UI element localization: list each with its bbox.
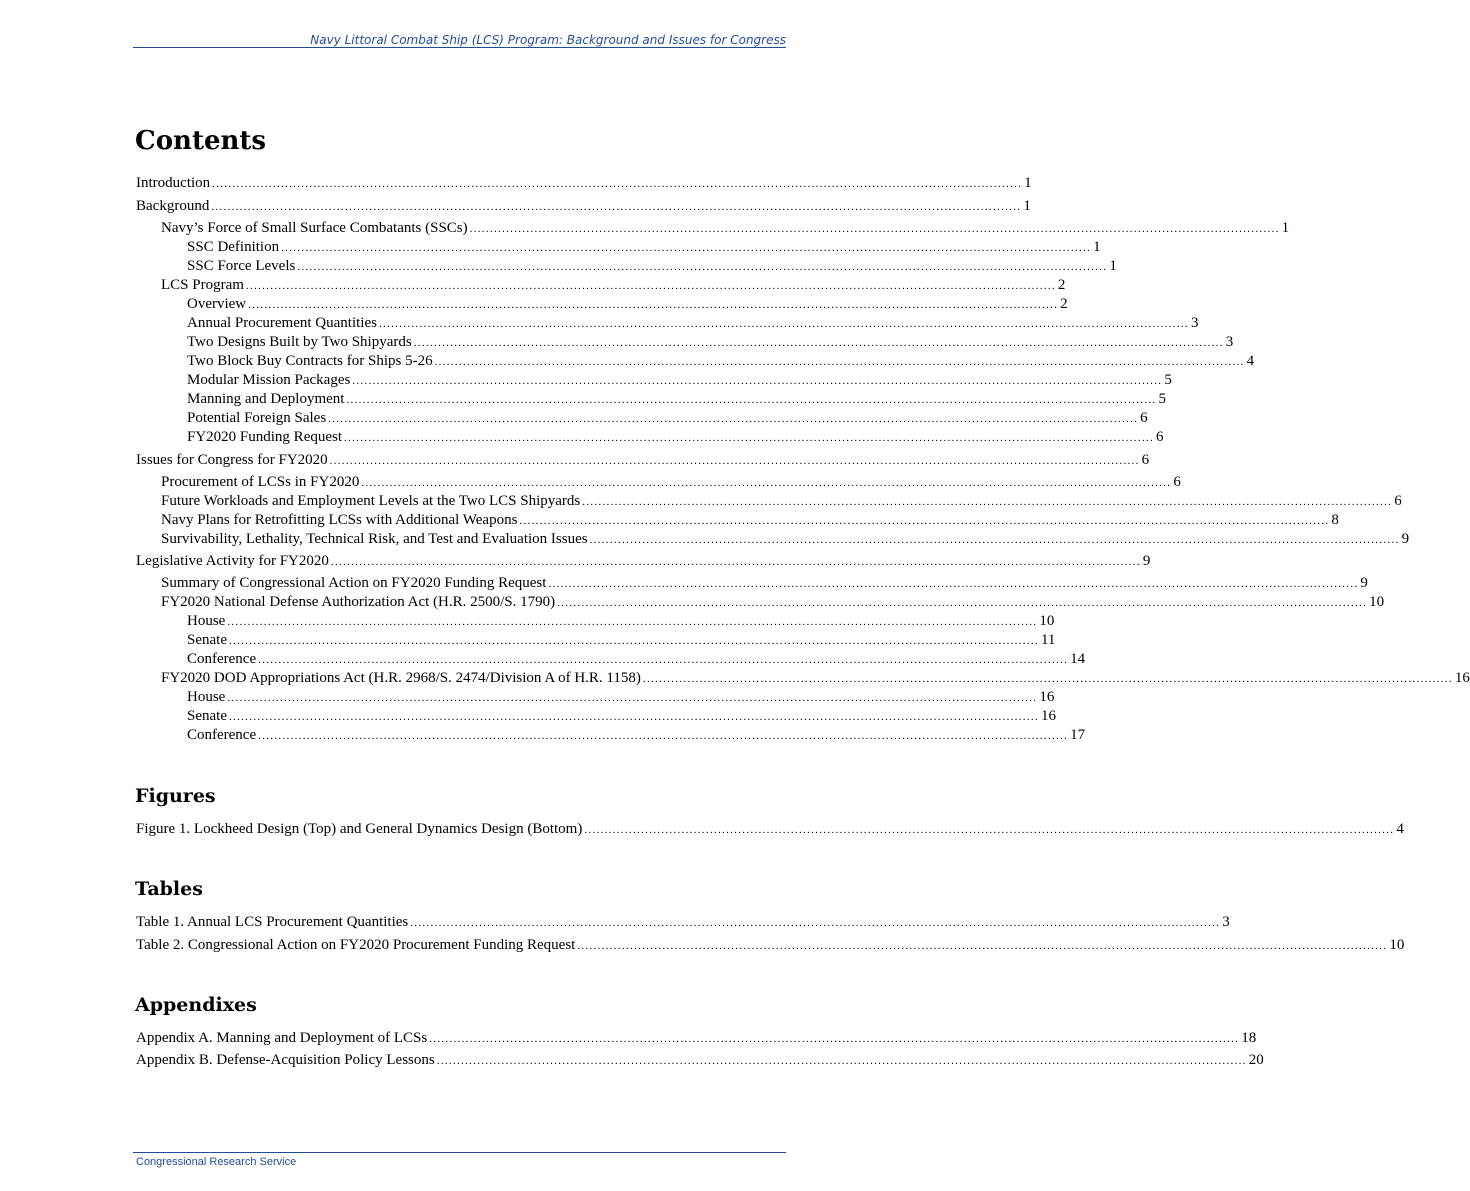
table-entry[interactable] (136, 936, 1405, 955)
toc-entry-page: 16 (1040, 708, 1056, 724)
dot-leader: ........................................................................................................................................................................................................ (519, 515, 1330, 527)
dot-leader: ........................................................................................................................................................................................................ (577, 940, 1388, 952)
toc-entry-label: Two Designs Built by Two Shipyards (187, 334, 412, 350)
toc-entry-page: 6 (1141, 452, 1150, 468)
dot-leader: ........................................................................................................................................................................................................ (469, 223, 1280, 235)
toc-entry-label: Two Block Buy Contracts for Ships 5-26 (187, 353, 433, 369)
toc-entry-page: 2 (1060, 296, 1068, 312)
table-entry-label: Table 2. Congressional Action on FY2020 Procurement Funding Request (136, 937, 576, 953)
toc-entry[interactable] (161, 473, 1181, 492)
dot-leader: ........................................................................................................................................................................................................ (227, 692, 1038, 704)
toc-entry[interactable] (187, 688, 1055, 707)
appendix-entry-label: Appendix A. Manning and Deployment of LCSs (136, 1030, 428, 1046)
figures-heading: Figures (135, 785, 216, 807)
toc-entry-label: Potential Foreign Sales (187, 410, 327, 426)
toc-entry-label: Conference (187, 651, 257, 667)
toc-entry-page: 4 (1246, 353, 1255, 369)
toc-entry-page: 17 (1070, 727, 1086, 743)
toc-entry-page: 8 (1331, 512, 1339, 528)
toc-entry[interactable] (187, 726, 1086, 745)
dot-leader: ........................................................................................................................................................................................................ (361, 477, 1172, 489)
toc-entry[interactable] (187, 409, 1148, 428)
header-rule (133, 47, 786, 48)
dot-leader: ........................................................................................................................................................................................................ (227, 616, 1038, 628)
toc-entry[interactable] (136, 174, 1032, 193)
dot-leader: ........................................................................................................................................................................................................ (228, 711, 1039, 723)
running-header: Navy Littoral Combat Ship (LCS) Program: Background and Issues for Congress (310, 33, 786, 47)
toc-entry-label: SSC Definition (187, 239, 280, 255)
toc-entry-label: Navy Plans for Retrofitting LCSs with Additional Weapons (161, 512, 518, 528)
dot-leader: ........................................................................................................................................................................................................ (429, 1033, 1240, 1045)
toc-entry-label: Summary of Congressional Action on FY2020 Funding Request (161, 575, 547, 591)
appendix-entry[interactable] (136, 1051, 1264, 1070)
toc-entry-page: 11 (1040, 632, 1056, 648)
toc-entry[interactable] (136, 451, 1150, 470)
dot-leader: ........................................................................................................................................................................................................ (211, 201, 1022, 213)
appendix-entry-page: 20 (1248, 1052, 1264, 1068)
dot-leader: ........................................................................................................................................................................................................ (248, 299, 1059, 311)
toc-entry-label: Survivability, Lethality, Technical Risk, and Test and Evaluation Issues (161, 531, 588, 547)
toc-entry[interactable] (187, 707, 1056, 726)
toc-entry-label: LCS Program (161, 277, 244, 293)
dot-leader: ........................................................................................................................................................................................................ (413, 337, 1224, 349)
toc-entry-page: 3 (1225, 334, 1234, 350)
toc-entry[interactable] (187, 631, 1056, 650)
toc-entry-page: 6 (1394, 493, 1402, 509)
toc-entry-page: 1 (1024, 175, 1032, 191)
toc-entry-page: 10 (1039, 613, 1055, 629)
toc-entry-page: 14 (1070, 651, 1086, 667)
toc-entry-page: 1 (1093, 239, 1101, 255)
dot-leader: ........................................................................................................................................................................................................ (584, 824, 1395, 836)
toc-entry-page: 5 (1158, 391, 1166, 407)
dot-leader: ........................................................................................................................................................................................................ (582, 496, 1393, 508)
appendix-entry-page: 18 (1241, 1030, 1257, 1046)
toc-entry[interactable] (187, 650, 1086, 669)
contents-heading: Contents (135, 126, 267, 156)
toc-entry[interactable] (161, 511, 1339, 530)
figure-entry-page: 4 (1396, 821, 1404, 837)
figure-entry[interactable] (136, 820, 1404, 839)
toc-entry[interactable] (136, 552, 1151, 571)
toc-entry[interactable] (187, 333, 1234, 352)
toc-entry-page: 1 (1109, 258, 1117, 274)
toc-entry-label: Navy’s Force of Small Surface Combatants (SSCs) (161, 220, 468, 236)
toc-entry-label: Legislative Activity for FY2020 (136, 553, 329, 569)
toc-entry-page: 6 (1140, 410, 1148, 426)
table-entry-page: 10 (1389, 937, 1405, 953)
toc-entry-label: Procurement of LCSs in FY2020 (161, 474, 360, 490)
dot-leader: ........................................................................................................................................................................................................ (228, 635, 1039, 647)
toc-entry-label: Introduction (136, 175, 211, 191)
toc-entry-page: 9 (1360, 575, 1368, 591)
toc-entry[interactable] (136, 197, 1031, 216)
dot-leader: ........................................................................................................................................................................................................ (434, 356, 1245, 368)
toc-entry[interactable] (187, 238, 1101, 257)
toc-entry-label: Senate (187, 632, 227, 648)
toc-entry[interactable] (187, 612, 1055, 631)
dot-leader: ........................................................................................................................................................................................................ (436, 1055, 1247, 1067)
toc-entry-page: 6 (1156, 429, 1164, 445)
toc-entry[interactable] (161, 219, 1290, 238)
toc-entry-label: House (187, 689, 226, 705)
toc-entry-label: Manning and Deployment (187, 391, 345, 407)
toc-entry[interactable] (187, 295, 1068, 314)
dot-leader: ........................................................................................................................................................................................................ (212, 178, 1023, 190)
appendixes-heading: Appendixes (135, 994, 257, 1016)
toc-entry-page: 6 (1173, 474, 1181, 490)
toc-entry-label: Issues for Congress for FY2020 (136, 452, 328, 468)
toc-entry-page: 16 (1039, 689, 1055, 705)
dot-leader: ........................................................................................................................................................................................................ (642, 673, 1453, 685)
toc-entry[interactable] (161, 492, 1402, 511)
dot-leader: ........................................................................................................................................................................................................ (245, 280, 1056, 292)
dot-leader: ........................................................................................................................................................................................................ (346, 394, 1157, 406)
appendix-entry[interactable] (136, 1029, 1257, 1048)
toc-entry-page: 5 (1164, 372, 1172, 388)
dot-leader: ........................................................................................................................................................................................................ (378, 318, 1189, 330)
dot-leader: ........................................................................................................................................................................................................ (548, 578, 1359, 590)
toc-entry-label: Annual Procurement Quantities (187, 315, 377, 331)
toc-entry-label: Overview (187, 296, 247, 312)
dot-leader: ........................................................................................................................................................................................................ (329, 455, 1140, 467)
toc-entry[interactable] (187, 314, 1199, 333)
dot-leader: ........................................................................................................................................................................................................ (281, 242, 1092, 254)
toc-entry-label: SSC Force Levels (187, 258, 296, 274)
toc-entry-label: Senate (187, 708, 227, 724)
toc-entry-page: 2 (1057, 277, 1066, 293)
toc-entry-label: FY2020 Funding Request (187, 429, 343, 445)
toc-entry-label: Modular Mission Packages (187, 372, 351, 388)
toc-entry-page: 1 (1023, 198, 1031, 214)
toc-entry[interactable] (161, 669, 1470, 688)
toc-entry-page: 10 (1369, 594, 1385, 610)
toc-entry-page: 16 (1454, 670, 1470, 686)
toc-entry-label: Future Workloads and Employment Levels at the Two LCS Shipyards (161, 493, 581, 509)
appendix-entry-label: Appendix B. Defense-Acquisition Policy Lessons (136, 1052, 435, 1068)
toc-entry[interactable] (161, 593, 1385, 612)
toc-entry[interactable] (187, 257, 1117, 276)
dot-leader: ........................................................................................................................................................................................................ (258, 730, 1069, 742)
toc-entry[interactable] (187, 371, 1172, 390)
dot-leader: ........................................................................................................................................................................................................ (297, 261, 1108, 273)
footer-rule (133, 1152, 786, 1153)
toc-entry[interactable] (161, 530, 1410, 549)
toc-entry[interactable] (161, 276, 1066, 295)
table-entry-page: 3 (1222, 914, 1230, 930)
toc-entry-page: 9 (1401, 531, 1410, 547)
toc-entry-label: Background (136, 198, 210, 214)
dot-leader: ........................................................................................................................................................................................................ (352, 375, 1163, 387)
table-entry-label: Table 1. Annual LCS Procurement Quantities (136, 914, 409, 930)
toc-entry[interactable] (187, 390, 1166, 409)
table-entry[interactable] (136, 913, 1230, 932)
toc-entry-page: 1 (1281, 220, 1290, 236)
dot-leader: ........................................................................................................................................................................................................ (344, 432, 1155, 444)
tables-heading: Tables (135, 878, 203, 900)
footer-text: Congressional Research Service (136, 1156, 297, 1168)
toc-entry-label: FY2020 DOD Appropriations Act (H.R. 2968/S. 2474/Division A of H.R. 1158) (161, 670, 641, 686)
toc-entry-page: 9 (1142, 553, 1151, 569)
dot-leader: ........................................................................................................................................................................................................ (557, 597, 1368, 609)
dot-leader: ........................................................................................................................................................................................................ (258, 654, 1069, 666)
toc-entry-page: 3 (1190, 315, 1199, 331)
dot-leader: ........................................................................................................................................................................................................ (330, 556, 1141, 568)
toc-entry[interactable] (161, 574, 1368, 593)
toc-entry-label: House (187, 613, 226, 629)
toc-entry-label: Conference (187, 727, 257, 743)
toc-entry[interactable] (187, 428, 1164, 447)
toc-entry[interactable] (187, 352, 1255, 371)
dot-leader: ........................................................................................................................................................................................................ (328, 413, 1139, 425)
dot-leader: ........................................................................................................................................................................................................ (589, 534, 1400, 546)
figure-entry-label: Figure 1. Lockheed Design (Top) and General Dynamics Design (Bottom) (136, 821, 583, 837)
toc-entry-label: FY2020 National Defense Authorization Act (H.R. 2500/S. 1790) (161, 594, 556, 610)
dot-leader: ........................................................................................................................................................................................................ (410, 917, 1221, 929)
